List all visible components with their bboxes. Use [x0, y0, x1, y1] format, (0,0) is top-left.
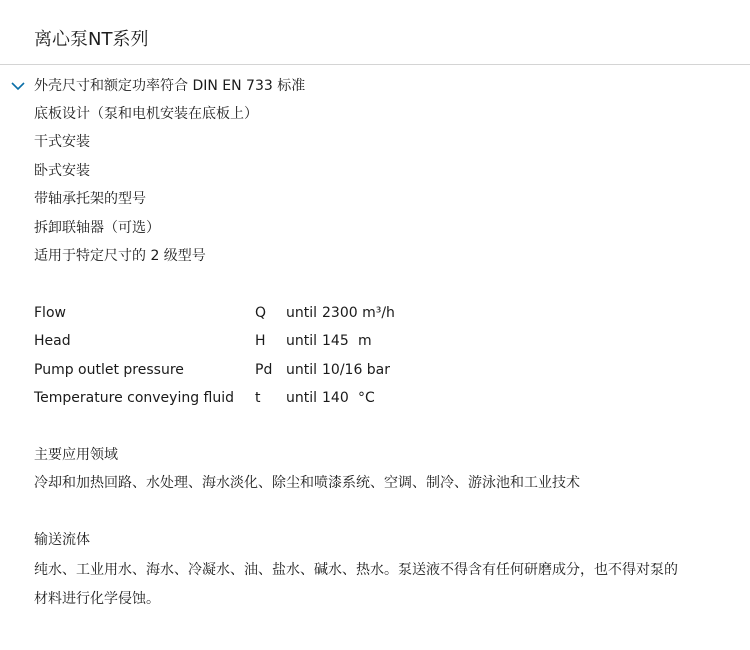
feature-item: 干式安装 [34, 134, 90, 150]
spec-value: 10/16 bar [322, 362, 391, 378]
fluids-text: 纯水、工业用水、海水、冷凝水、油、盐水、碱水、热水。泵送液不得含有任何研磨成分，也不得对泵的 [34, 562, 678, 578]
spec-symbol: Pd [255, 362, 273, 378]
spec-row-pressure [34, 360, 534, 380]
page-header [0, 0, 750, 65]
spec-qualifier: until [286, 305, 318, 321]
applications-heading: 主要应用领域 [34, 447, 118, 463]
feature-item: 拆卸联轴器（可选） [34, 220, 160, 236]
spec-symbol: t [255, 390, 261, 406]
feature-item: 外壳尺寸和额定功率符合 DIN EN 733 标准 [34, 78, 306, 94]
spec-label: Flow [34, 305, 66, 321]
spec-label: Pump outlet pressure [34, 362, 184, 378]
feature-item: 带轴承托架的型号 [34, 191, 146, 207]
spec-value: 145 [322, 333, 349, 349]
spec-label: Temperature conveying fluid [34, 390, 235, 406]
spec-symbol: H [255, 333, 266, 349]
spec-row-head [34, 331, 534, 351]
spec-unit: m [358, 333, 372, 349]
fluids-heading: 输送流体 [34, 532, 90, 548]
spec-symbol: Q [255, 305, 267, 321]
spec-value: 2300 m³/h [322, 305, 395, 321]
spec-label: Head [34, 333, 71, 349]
feature-item: 卧式安装 [34, 163, 90, 179]
spec-unit: °C [358, 390, 375, 406]
chevron-down-icon[interactable] [11, 81, 25, 91]
feature-item: 适用于特定尺寸的 2 级型号 [34, 248, 206, 264]
fluids-text: 材料进行化学侵蚀。 [34, 591, 160, 607]
spec-row-flow [34, 303, 534, 323]
spec-row-temperature [34, 388, 534, 408]
feature-item: 底板设计（泵和电机安装在底板上） [34, 106, 258, 122]
spec-qualifier: until [286, 333, 318, 349]
spec-qualifier: until [286, 362, 318, 378]
applications-text: 冷却和加热回路、水处理、海水淡化、除尘和喷漆系统、空调、制冷、游泳池和工业技术 [34, 475, 580, 491]
spec-qualifier: until [286, 390, 318, 406]
spec-value: 140 [322, 390, 349, 406]
page-title: 离心泵NT系列 [34, 29, 149, 50]
